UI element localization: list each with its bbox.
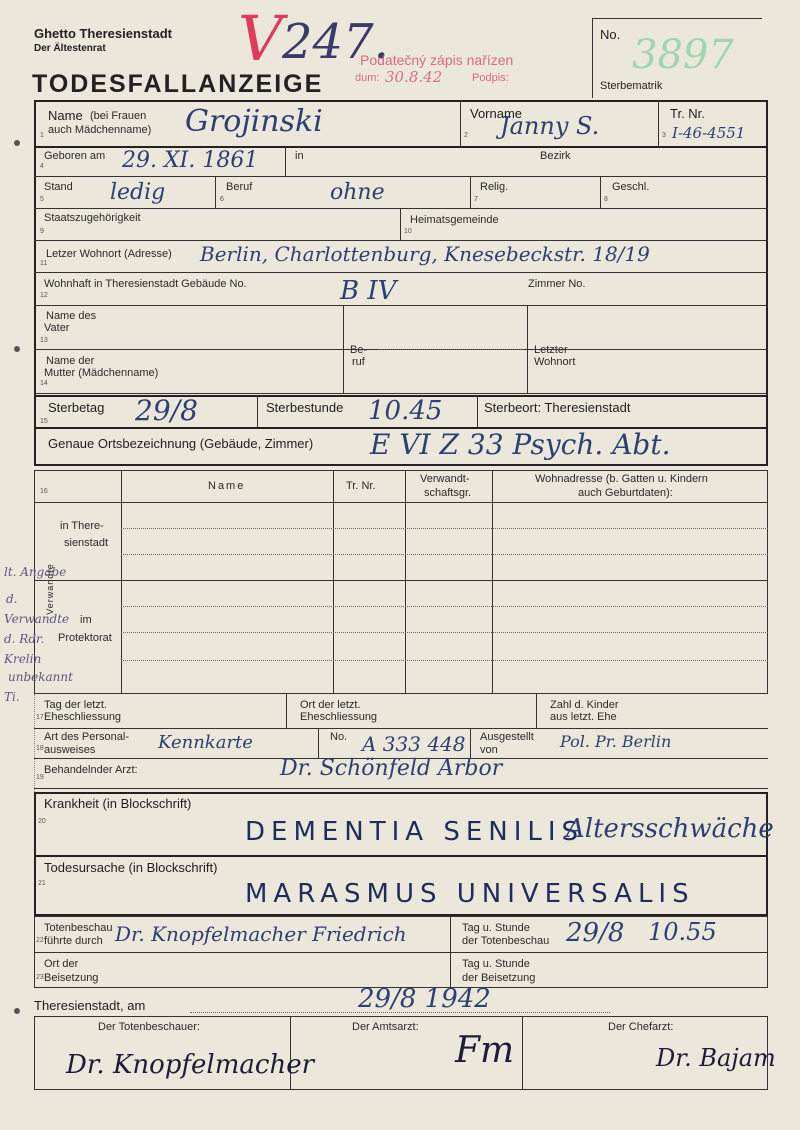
margin-note-6: unbekannt	[8, 670, 73, 684]
row-number-19: 19	[36, 774, 44, 781]
header-org-line1: Ghetto Theresienstadt	[34, 26, 172, 41]
row-number-6: 6	[220, 196, 224, 203]
stamp-date-value: 30.8.42	[385, 68, 443, 86]
vorname-value: Janny S.	[500, 112, 600, 140]
red-check-mark: V	[238, 2, 283, 75]
rel-in-there2: sienstadt	[64, 537, 109, 549]
rel-verwandte-vertical: Verwandte	[45, 563, 55, 615]
gebaeude-value: B IV	[340, 276, 397, 306]
totenbeschauer-label: Der Totenbeschauer:	[98, 1021, 200, 1033]
totenbeschau-label1: Totenbeschau	[44, 922, 113, 934]
binder-hole-bottom	[14, 1008, 20, 1014]
marriage-zahl-label1: Zahl d. Kinder	[550, 699, 619, 711]
ausweis-ausg-value: Pol. Pr. Berlin	[560, 732, 672, 751]
heimat-label: Heimatsgemeinde	[410, 214, 499, 226]
beschau-tag-label1: Tag u. Stunde	[462, 922, 530, 934]
rel-col-verw2: schaftsgr.	[424, 487, 472, 499]
row-number-22: 22	[36, 937, 44, 944]
beruf2-label1: Be-	[350, 344, 368, 356]
row-number-11: 11	[40, 260, 48, 267]
sterbestunde-label: Sterbestunde	[266, 400, 344, 415]
chefarzt-label: Der Chefarzt:	[608, 1021, 674, 1033]
row-number-17: 17	[36, 714, 44, 721]
sterbeort-label: Sterbeort: Theresienstadt	[484, 400, 631, 415]
rel-protektorat: Protektorat	[58, 632, 112, 644]
ausweis-ausg-label1: Ausgestellt	[480, 731, 534, 743]
stand-label: Stand	[44, 181, 73, 193]
beisetzung-tag-label2: der Beisetzung	[462, 972, 536, 984]
krankheit-value: DEMENTIA SENILIS	[245, 817, 585, 847]
in-label: in	[295, 150, 304, 162]
sterbestunde-value: 10.45	[368, 396, 443, 426]
form-title: TODESFALLANZEIGE	[32, 70, 324, 98]
vater-label1: Name des	[46, 310, 97, 322]
ortsbez-value: E VI Z 33 Psych. Abt.	[370, 428, 671, 461]
marriage-ort-label2: Eheschliessung	[300, 711, 378, 723]
mutter-label1: Name der	[46, 355, 95, 367]
name-sublabel2: auch Mädchenname)	[48, 124, 152, 136]
amtsarzt-label: Der Amtsarzt:	[352, 1021, 419, 1033]
margin-note-7: Ti.	[4, 690, 20, 704]
vater-label2: Vater	[44, 322, 70, 334]
geboren-value: 29. XI. 1861	[122, 148, 259, 173]
signature-totenbeschauer: Dr. Knopfelmacher	[66, 1050, 315, 1080]
stamp-sign-label: Podpis:	[472, 72, 509, 84]
rel-im: im	[80, 614, 92, 626]
row-number-15: 15	[40, 418, 48, 425]
arzt-label: Behandelnder Arzt:	[44, 764, 138, 776]
row-number-8: 8	[604, 196, 608, 203]
stamp-text-line1: Podatečný zápis nařízen	[360, 52, 514, 68]
number-label: No.	[600, 27, 621, 42]
staatszug-label: Staatszugehörigkeit	[44, 212, 141, 224]
trnr-label: Tr. Nr.	[670, 106, 705, 121]
row-number-20: 20	[38, 818, 46, 825]
row-number-14: 14	[40, 380, 48, 387]
sterbetag-value: 29/8	[135, 394, 198, 427]
row-number-12: 12	[40, 292, 48, 299]
marriage-tag-label2: Eheschliessung	[44, 711, 122, 723]
row-number-21: 21	[38, 880, 46, 887]
name-value: Grojinski	[185, 104, 323, 139]
geboren-label: Geboren am	[44, 150, 106, 162]
beschau-stunde-value: 10.55	[648, 918, 717, 946]
beruf-value: ohne	[330, 180, 385, 205]
gebaeude-label: Wohnhaft in Theresienstadt Gebäude No.	[44, 278, 247, 290]
krankheit-extra: Altersschwäche	[566, 814, 774, 844]
zimmer-label: Zimmer No.	[528, 278, 586, 290]
row-number-13: 13	[40, 337, 48, 344]
row-number-9: 9	[40, 228, 44, 235]
sterbetag-label: Sterbetag	[48, 400, 105, 415]
sterbematrik-label: Sterbematrik	[600, 80, 663, 92]
row-number-4: 4	[40, 163, 44, 170]
marriage-tag-label1: Tag der letzt.	[44, 699, 107, 711]
bezirk-label: Bezirk	[540, 150, 571, 162]
rel-col-trnr: Tr. Nr.	[346, 480, 376, 492]
row-number-18: 18	[36, 745, 44, 752]
rel-col-name: Name	[208, 480, 246, 492]
margin-note-4: d. Rdr.	[4, 632, 45, 646]
margin-note-1: lt. Angabe	[4, 565, 67, 579]
row-number-7: 7	[474, 196, 478, 203]
totenbeschau-value: Dr. Knopfelmacher Friedrich	[115, 922, 407, 946]
name-label: Name	[48, 108, 83, 123]
beisetzung-ort-label2: Beisetzung	[44, 972, 99, 984]
marriage-ort-label1: Ort der letzt.	[300, 699, 361, 711]
row-number-23: 23	[36, 974, 44, 981]
vorname-label: Vorname	[470, 106, 523, 121]
binder-hole-top	[14, 140, 20, 146]
margin-note-2: d.	[6, 592, 18, 606]
ausweis-art-label1: Art des Personal-	[44, 731, 129, 743]
beschau-tag-value: 29/8	[566, 918, 625, 948]
name-sublabel: (bei Frauen	[90, 110, 147, 122]
header-org-line2: Der Ältestenrat	[34, 43, 106, 54]
row-number-16: 16	[40, 488, 48, 495]
row-number-1: 1	[40, 132, 44, 139]
footer-date-value: 29/8 1942	[358, 984, 491, 1014]
mutter-label2: Mutter (Mädchenname)	[44, 367, 159, 379]
wohnort-value: Berlin, Charlottenburg, Knesebeckstr. 18/19	[200, 242, 650, 266]
green-pencil-number: 3897	[632, 32, 734, 78]
rel-in-there1: in There-	[60, 520, 104, 532]
row-number-5: 5	[40, 196, 44, 203]
beruf2-label2: ruf	[352, 356, 365, 368]
signature-chefarzt: Dr. Bajam	[656, 1044, 776, 1072]
ausweis-no-value: A 333 448	[362, 732, 466, 756]
row-number-3: 3	[662, 132, 666, 139]
margin-note-3: Verwandte	[4, 612, 70, 626]
krankheit-label: Krankheit (in Blockschrift)	[44, 796, 192, 811]
ausweis-art-value: Kennkarte	[158, 732, 253, 753]
beisetzung-ort-label1: Ort der	[44, 958, 79, 970]
signature-amtsarzt: Fm	[455, 1030, 515, 1071]
beruf-label: Beruf	[226, 181, 253, 193]
handwritten-register-number: 247.	[282, 14, 389, 70]
marriage-zahl-label2: aus letzt. Ehe	[550, 711, 617, 723]
ortsbez-label: Genaue Ortsbezeichnung (Gebäude, Zimmer)	[48, 436, 314, 451]
letzter-label1: Letzter	[534, 344, 568, 356]
arzt-value: Dr. Schönfeld Arbor	[280, 756, 503, 781]
geschl-label: Geschl.	[612, 181, 650, 193]
row-number-2: 2	[464, 132, 468, 139]
beschau-tag-label2: der Totenbeschau	[462, 935, 550, 947]
totenbeschau-label2: führte durch	[44, 935, 103, 947]
ausweis-ausg-label2: von	[480, 744, 498, 756]
wohnort-label: Letzer Wohnort (Adresse)	[46, 248, 172, 260]
footer-place-label: Theresienstadt, am	[34, 998, 146, 1013]
rel-col-verw1: Verwandt-	[420, 473, 470, 485]
ausweis-no-label: No.	[330, 731, 348, 743]
todesursache-label: Todesursache (in Blockschrift)	[44, 860, 218, 875]
beisetzung-tag-label1: Tag u. Stunde	[462, 958, 530, 970]
rel-col-adr2: auch Geburtdaten):	[578, 487, 673, 499]
binder-hole-mid	[14, 346, 20, 352]
letzter-label2: Wohnort	[534, 356, 576, 368]
trnr-value: I-46-4551	[672, 124, 746, 142]
todesursache-value: MARASMUS UNIVERSALIS	[245, 879, 695, 909]
relig-label: Relig.	[480, 181, 509, 193]
ausweis-art-label2: ausweises	[44, 744, 96, 756]
row-number-10: 10	[404, 228, 412, 235]
margin-note-5: Krelin	[4, 652, 42, 666]
stamp-date-label: dum:	[355, 72, 380, 84]
stand-value: ledig	[110, 180, 166, 205]
rel-col-adr1: Wohnadresse (b. Gatten u. Kindern	[535, 473, 708, 485]
